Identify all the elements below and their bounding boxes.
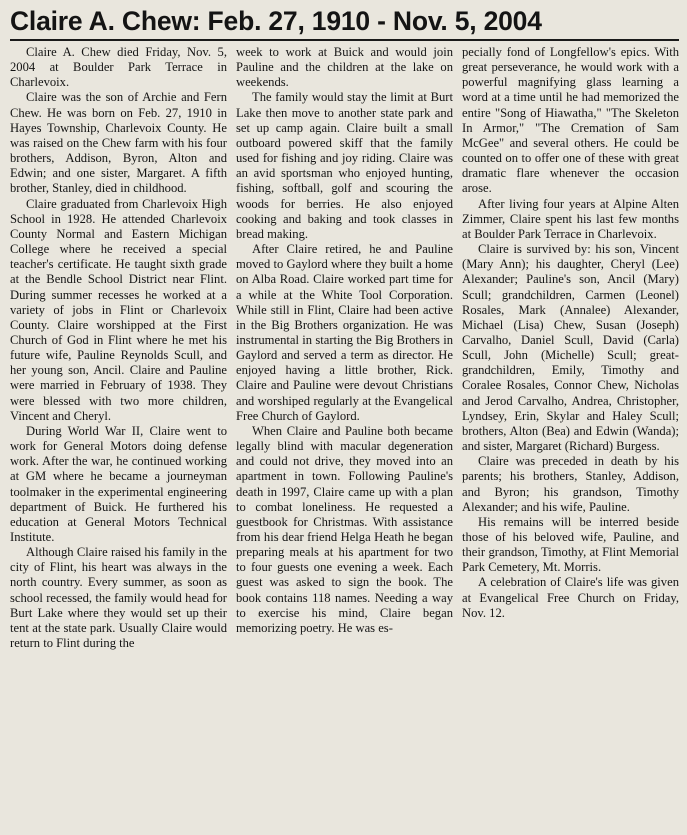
paragraph: During World War II, Claire went to work for General Motors doing defense work. After the war, he continued working at GM where he became a journeyman toolmaker in the experimental engineering department of Buick. He furthered his education at General Motors Technical Institute. [10, 423, 227, 544]
paragraph: Claire is survived by: his son, Vincent (Mary Ann); his daughter, Cheryl (Lee) Alexander; Pauline's son, Ancil (Mary) Scull; grandchildren, Carmen (Leonel) Rosales, Mark (Annalee) Alexander, Michael (Lisa) Chew, Susan (Joseph) Carvalho, Daniel Scull, David (Carla) Scull, John (Michelle) Scull; great-grandchildren, Emily, Timothy and Coralee Rosales, Connor Chew, Nicholas and Jerod Carvalho, Andrea, Christopher, Lyndsey, Erin, Skylar and Haley Scull; brothers, Alton (Bea) and Edwin (Wanda); and sister, Margaret (Richard) Burgess. [462, 242, 679, 454]
paragraph: When Claire and Pauline both became legally blind with macular degeneration and could not drive, they moved into an apartment in town. Following Pauline's death in 1997, Claire came up with a plan to combat loneliness. He requested a guestbook for Christmas. With assistance from his dear friend Helga Heath he began preparing meals at his apartment for two to four guests one evening a week. Each guest was asked to sign the book. The book contains 118 names. Needing a way to exercise his mind, Claire began memorizing poetry. He was es- [236, 423, 453, 635]
article-columns [10, 45, 679, 835]
paragraph: After Claire retired, he and Pauline moved to Gaylord where they built a home on Alba Road. Claire worked part time for a while at the White Tool Corporation. While still in Flint, Claire had been active in the Big Brothers organization. He was instrumental in starting the Big Brothers in Gaylord and served a term as director. He enjoyed having a little brother, Rick. Claire and Pauline were devout Christians and worshiped regularly at the Evangelical Free Church of Gaylord. [236, 242, 453, 423]
paragraph: Claire A. Chew died Friday, Nov. 5, 2004 at Boulder Park Terrace in Charlevoix. [10, 45, 227, 90]
paragraph: Claire was preceded in death by his parents; his brothers, Stanley, Addison, and Byron; his grandson, Timothy Alexander; and his wife, Pauline. [462, 454, 679, 514]
paragraph: After living four years at Alpine Alten Zimmer, Claire spent his last few months at Boulder Park Terrace in Charlevoix. [462, 196, 679, 241]
obituary-headline: Claire A. Chew: Feb. 27, 1910 - Nov. 5, 2004 [10, 6, 542, 36]
column-1 [10, 45, 227, 835]
paragraph: Although Claire raised his family in the city of Flint, his heart was always in the north country. Every summer, as soon as school recessed, the family would head for Burt Lake where they would set up their tent at the state park. Usually Claire would return to Flint during the [10, 545, 227, 651]
paragraph: A celebration of Claire's life was given at Evangelical Free Church on Friday, Nov. 12. [462, 575, 679, 620]
paragraph-continued: week to work at Buick and would join Pauline and the children at the lake on weekends. [236, 45, 453, 90]
paragraph-continued: pecially fond of Longfellow's epics. With great perseverance, he would work with a powerful magnifying glass learning a word at a time until he had memorized the entire "Song of Hiawatha," "The Skeleton In Armor," "The Cremation of Sam McGee" and several others. He could be counted on to offer one of these with great dramatic flare whenever the occasion arose. [462, 45, 679, 196]
paragraph: The family would stay the limit at Burt Lake then move to another state park and set up camp again. Claire built a small outboard powered skiff that the family used for fishing and joy riding. Claire was an avid sportsman who enjoyed hunting, fishing, softball, golf and scouring the woods for berries. He also enjoyed cooking and baking and took classes in bread making. [236, 90, 453, 241]
column-2 [236, 45, 453, 835]
paragraph: Claire graduated from Charlevoix High School in 1928. He attended Charlevoix County Normal and Eastern Michigan College where he received a special teacher's certificate. He taught sixth grade at the Bendle School District near Flint. During summer recesses he worked at a variety of jobs in Flint or Charlevoix County. Claire worshipped at the First Church of God in Flint where he met his future wife, Pauline Reynolds Scull, and her young son, Ancil. Claire and Pauline were married in February of 1938. They were blessed with two more children, Vincent and Cheryl. [10, 196, 227, 423]
column-3 [462, 45, 679, 835]
paragraph: His remains will be interred beside those of his beloved wife, Pauline, and their grandson, Timothy, at Flint Memorial Park Cemetery, Mt. Morris. [462, 514, 679, 575]
headline-rule [10, 39, 679, 41]
paragraph: Claire was the son of Archie and Fern Chew. He was born on Feb. 27, 1910 in Hayes Township, Charlevoix County. He was raised on the Chew farm with his four brothers, Addison, Byron, Alton and Edwin; and one sister, Margaret. A fifth brother, Stanley, died in childhood. [10, 90, 227, 196]
